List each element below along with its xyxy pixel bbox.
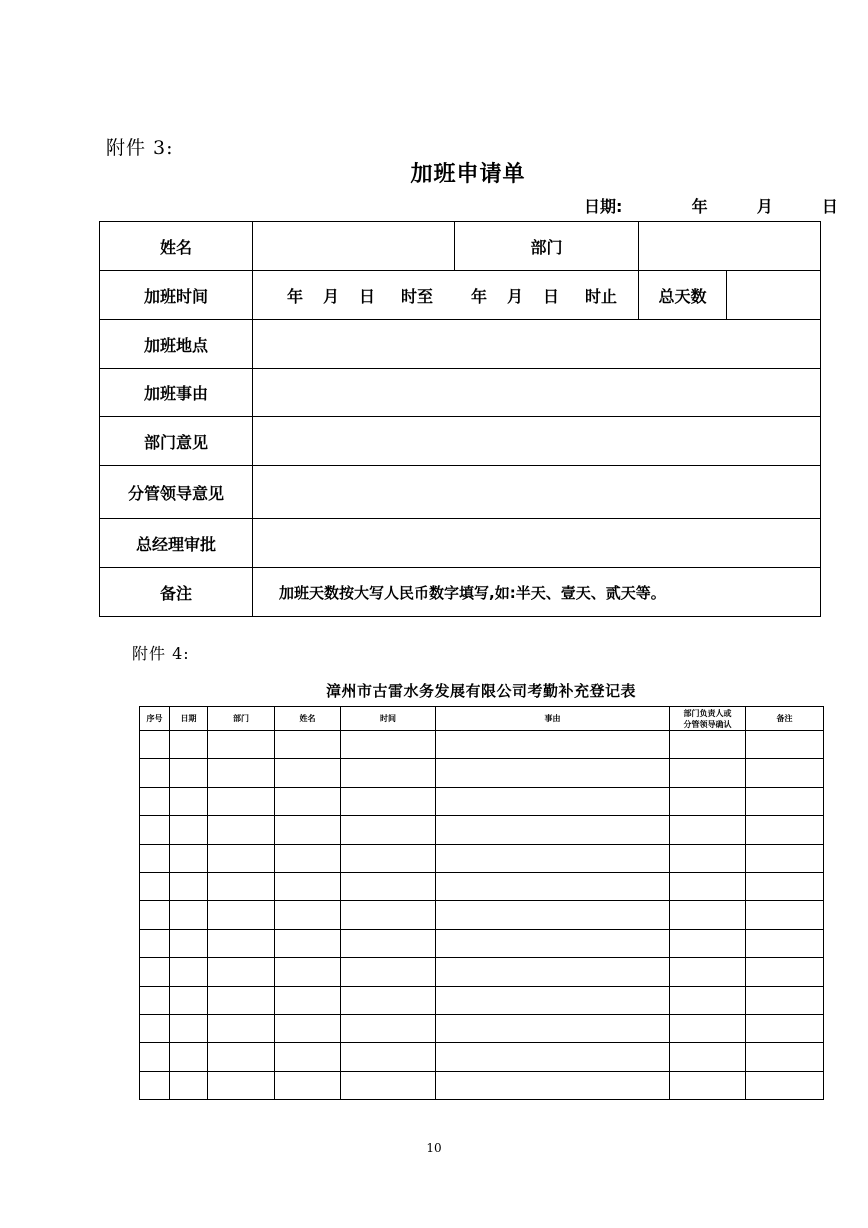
leader-opinion-field[interactable] [253,466,821,519]
table-cell[interactable] [746,816,824,844]
date-month: 月 [756,197,773,216]
gm-approval-label: 总经理审批 [100,519,253,568]
table-row [140,872,824,900]
table-cell[interactable] [341,816,436,844]
table-cell[interactable] [208,929,275,957]
table-cell[interactable] [746,787,824,815]
dept-label: 部门 [455,222,639,271]
table-row [140,844,824,872]
dept-field[interactable] [639,222,821,271]
attachment-3-label: 附件 3: [106,137,174,159]
table-row [140,731,824,759]
table-cell[interactable] [275,1043,341,1071]
table-cell[interactable] [341,958,436,986]
table-cell[interactable] [746,759,824,787]
leader-opinion-label: 分管领导意见 [100,466,253,519]
table-cell[interactable] [436,958,670,986]
table-cell[interactable] [341,1071,436,1099]
col-header-date: 日期 [170,707,208,731]
col-header-remarks: 备注 [746,707,824,731]
date-year: 年 [691,197,708,216]
table-cell[interactable] [670,787,746,815]
reason-field[interactable] [253,369,821,417]
reason-label: 加班事由 [100,369,253,417]
table-cell[interactable] [275,986,341,1014]
table-cell[interactable] [275,1014,341,1042]
table-cell[interactable] [170,929,208,957]
table-cell[interactable] [746,872,824,900]
overtime-form-title: 加班申请单 [410,162,526,187]
table-cell[interactable] [275,759,341,787]
table-cell[interactable] [140,1014,170,1042]
table-cell[interactable] [208,872,275,900]
table-cell[interactable] [341,929,436,957]
table-cell[interactable] [170,1014,208,1042]
table-cell[interactable] [670,731,746,759]
row-leader-opinion [100,466,821,519]
table-cell[interactable] [436,1043,670,1071]
total-days-field[interactable] [727,271,821,320]
table-cell[interactable] [208,816,275,844]
table-cell[interactable] [140,1043,170,1071]
page-number: 10 [426,1141,442,1155]
table-cell[interactable] [341,872,436,900]
table-row [140,1071,824,1099]
table-cell[interactable] [670,759,746,787]
table-cell[interactable] [170,759,208,787]
time-end-hour: 时止 [585,286,618,306]
table-row [140,1043,824,1071]
table-cell[interactable] [170,1043,208,1071]
table-cell[interactable] [436,759,670,787]
table-cell[interactable] [140,759,170,787]
table-cell[interactable] [208,844,275,872]
table-row [140,986,824,1014]
table-cell[interactable] [341,986,436,1014]
table-cell[interactable] [275,844,341,872]
table-row [140,1014,824,1042]
table-cell[interactable] [208,986,275,1014]
location-field[interactable] [253,320,821,369]
table-cell[interactable] [341,844,436,872]
table-cell[interactable] [140,929,170,957]
table-cell[interactable] [341,787,436,815]
table-cell[interactable] [170,872,208,900]
table-cell[interactable] [746,901,824,929]
table-cell[interactable] [208,1043,275,1071]
table-cell[interactable] [341,759,436,787]
gm-approval-field[interactable] [253,519,821,568]
col-header-time: 时间 [341,707,436,731]
date-line [584,194,838,217]
date-day: 日 [821,197,838,216]
table-cell[interactable] [436,787,670,815]
table-cell[interactable] [275,1071,341,1099]
table-cell[interactable] [170,787,208,815]
table-row [140,787,824,815]
table-cell[interactable] [140,1071,170,1099]
row-overtime-time [100,271,821,320]
table-cell[interactable] [140,816,170,844]
table-cell[interactable] [208,731,275,759]
name-field[interactable] [253,222,455,271]
name-label: 姓名 [100,222,253,271]
location-label: 加班地点 [100,320,253,369]
table-cell[interactable] [275,816,341,844]
row-gm-approval [100,519,821,568]
table-cell[interactable] [436,731,670,759]
table-cell[interactable] [275,872,341,900]
table-cell[interactable] [208,958,275,986]
table-cell[interactable] [208,1071,275,1099]
time-start-year: 年 [287,286,304,306]
table-cell[interactable] [140,986,170,1014]
table-cell[interactable] [670,1071,746,1099]
table-cell[interactable] [140,901,170,929]
table-row [140,929,824,957]
table-cell[interactable] [170,731,208,759]
row-reason [100,369,821,417]
table-cell[interactable] [208,1014,275,1042]
table-cell[interactable] [275,731,341,759]
table-cell[interactable] [436,1071,670,1099]
col-header-dept: 部门 [208,707,275,731]
table-cell[interactable] [746,1043,824,1071]
table-cell[interactable] [436,1014,670,1042]
table-cell[interactable] [170,816,208,844]
time-end-year: 年 [471,286,488,306]
table-cell[interactable] [436,816,670,844]
table-cell[interactable] [670,1014,746,1042]
table-cell[interactable] [670,986,746,1014]
table-cell[interactable] [746,929,824,957]
attendance-supplement-table [139,706,824,1100]
table-cell[interactable] [275,787,341,815]
table-cell[interactable] [170,844,208,872]
table-cell[interactable] [670,816,746,844]
table-cell[interactable] [208,787,275,815]
table-cell[interactable] [275,929,341,957]
table-cell[interactable] [341,731,436,759]
table-cell[interactable] [670,844,746,872]
table-row [140,816,824,844]
table-cell[interactable] [341,901,436,929]
table-cell[interactable] [436,872,670,900]
table-cell[interactable] [170,986,208,1014]
attendance-header-row [140,707,824,731]
date-label: 日期: [584,197,623,216]
col-header-reason: 事由 [436,707,670,731]
table-cell[interactable] [140,787,170,815]
table-cell[interactable] [746,1071,824,1099]
table-cell[interactable] [670,1043,746,1071]
table-cell[interactable] [140,731,170,759]
table-row [140,759,824,787]
time-start-hour: 时至 [401,286,434,306]
table-cell[interactable] [436,901,670,929]
time-start-month: 月 [323,286,340,306]
col-header-name: 姓名 [275,707,341,731]
table-cell[interactable] [670,872,746,900]
table-cell[interactable] [436,844,670,872]
table-cell[interactable] [275,901,341,929]
dept-opinion-label: 部门意见 [100,417,253,466]
table-cell[interactable] [670,901,746,929]
table-cell[interactable] [170,901,208,929]
time-end-day: 日 [543,286,560,306]
table-cell[interactable] [140,872,170,900]
table-cell[interactable] [436,929,670,957]
time-field[interactable] [253,271,639,320]
table-row [140,958,824,986]
row-name-dept [100,222,821,271]
remarks-text: 加班天数按大写人民币数字填写,如:半天、壹天、贰天等。 [253,568,821,617]
row-location [100,320,821,369]
table-cell[interactable] [746,1014,824,1042]
total-days-label: 总天数 [639,271,727,320]
table-cell[interactable] [341,1043,436,1071]
table-cell[interactable] [746,958,824,986]
row-remarks [100,568,821,617]
attachment-4-label: 附件 4: [132,644,190,663]
attendance-form-title: 漳州市古雷水务发展有限公司考勤补充登记表 [325,682,636,700]
attendance-body [140,731,824,1100]
table-cell[interactable] [170,958,208,986]
table-cell[interactable] [746,986,824,1014]
table-cell[interactable] [341,1014,436,1042]
overtime-application-table [99,221,821,617]
table-cell[interactable] [746,731,824,759]
table-cell[interactable] [670,929,746,957]
table-cell[interactable] [275,958,341,986]
table-cell[interactable] [746,844,824,872]
table-cell[interactable] [670,958,746,986]
row-dept-opinion [100,417,821,466]
time-label: 加班时间 [100,271,253,320]
remarks-label: 备注 [100,568,253,617]
table-cell[interactable] [170,1071,208,1099]
table-cell[interactable] [140,844,170,872]
col-header-seq: 序号 [140,707,170,731]
table-row [140,901,824,929]
table-cell[interactable] [140,958,170,986]
col-header-confirm: 部门负责人或 分管领导确认 [670,707,746,731]
dept-opinion-field[interactable] [253,417,821,466]
table-cell[interactable] [208,759,275,787]
table-cell[interactable] [436,986,670,1014]
time-end-month: 月 [507,286,524,306]
time-start-day: 日 [359,286,376,306]
table-cell[interactable] [208,901,275,929]
